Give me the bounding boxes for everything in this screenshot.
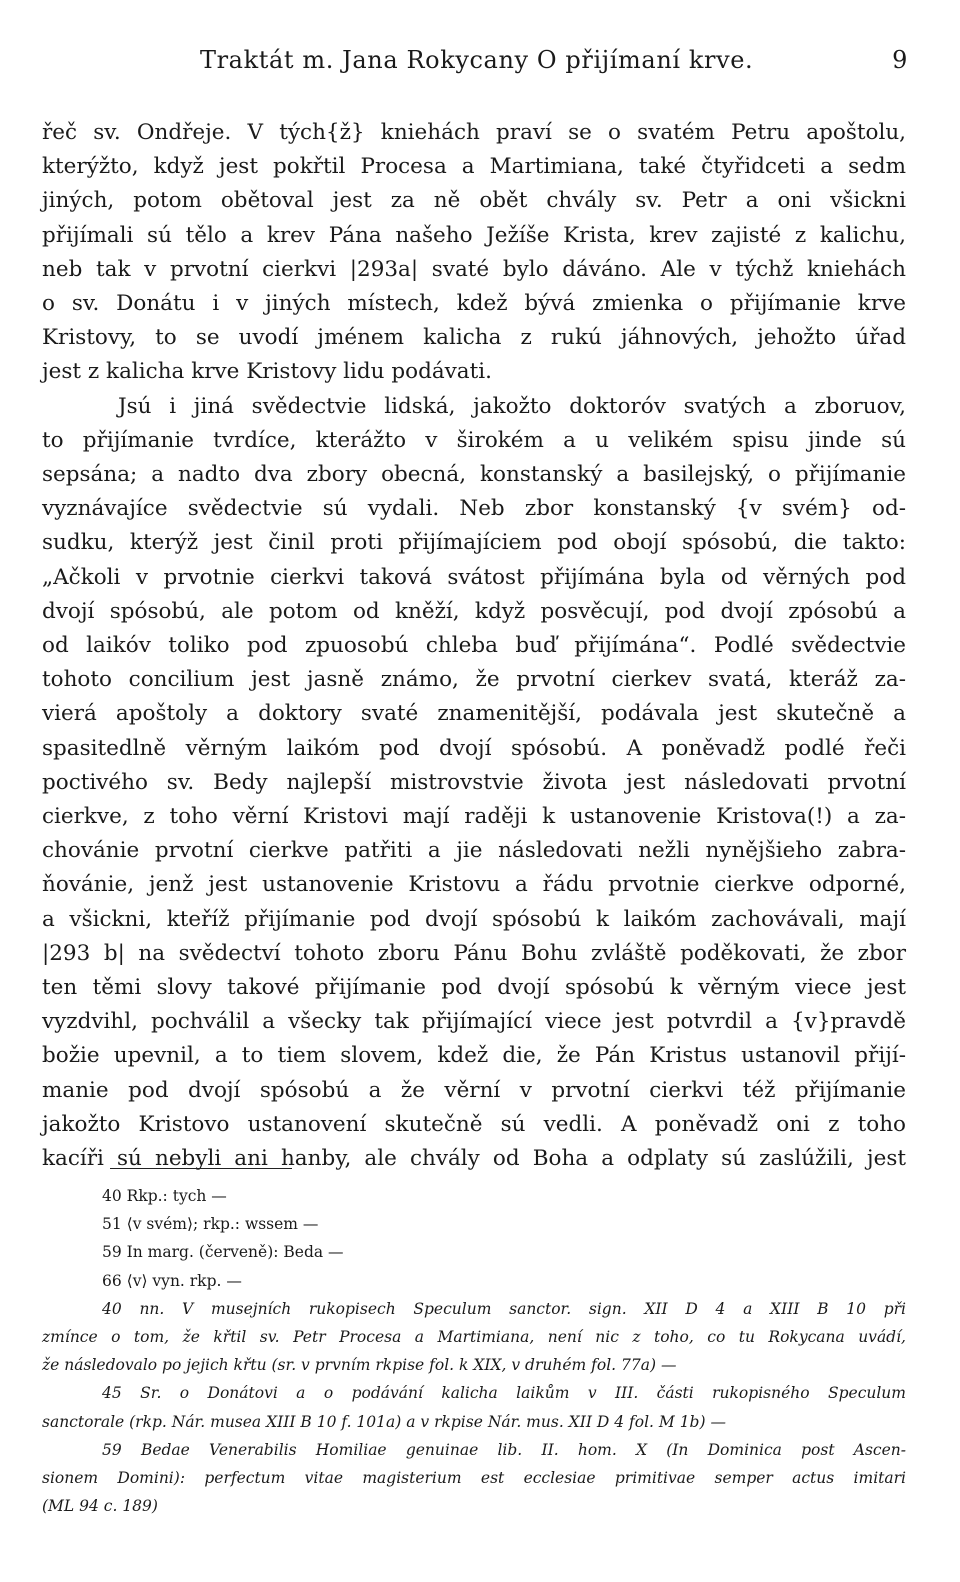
text-line: neb tak v prvotní cierkvi |293a| svaté bylo dáváno. Ale v týchž kniehách: [42, 256, 906, 282]
text-line: jiných, potom obětoval jest za ně obět chvály sv. Petr a oni všickni: [42, 188, 906, 214]
main-text: [42, 116, 906, 1176]
text-line: o sv. Donátu i v jiných místech, kdež bývá zmienka o přijímanie krve: [42, 291, 906, 317]
text-line: vyzdvihl, pochválil a všecky tak přijímající viece jest potvrdil a {v}pravdě: [42, 1009, 906, 1035]
apparatus-note: 51 ⟨v svém⟩; rkp.: wssem —: [102, 1215, 319, 1234]
text-line: |293 b| na svědectví tohoto zboru Pánu Bohu zvláště poděkovati, že zbor: [42, 940, 906, 966]
text-line: a všickni, kteříž přijímanie pod dvojí spósobú k laikóm zachovávali, mají: [42, 906, 906, 932]
running-title: Traktát m. Jana Rokycany O přijímaní krve.: [200, 46, 754, 74]
commentary-note: sionem Domini): perfectum vitae magisterium est ecclesiae primitivae semper actus imitari: [42, 1469, 906, 1488]
commentary-note: zmínce o tom, že křtil sv. Petr Procesa a Martimiana, není nic z toho, co tu Rokycana uvádí,: [42, 1328, 906, 1347]
commentary-note: sanctorale (rkp. Nár. musea XIII B 10 f. 101a) a v rkpise Nár. mus. XII D 4 fol. M 1b) —: [42, 1412, 726, 1431]
text-line: přijímali sú tělo a krev Pána našeho Ježíše Krista, krev zajisté z kalichu,: [42, 222, 906, 248]
commentary-note: 45 Sr. o Donátovi a o podávání kalicha laikům v III. části rukopisného Speculum: [102, 1384, 906, 1403]
text-line: cierkve, z toho věrní Kristovi mají raději k ustanovenie Kristova(!) a za-: [42, 804, 906, 830]
text-line: manie pod dvojí spósobú a že věrní v prvotní cierkvi též přijímanie: [42, 1077, 906, 1103]
text-line: ten těmi slovy takové přijímanie pod dvojí spósobú k věrným viece jest: [42, 975, 906, 1001]
text-line: sudku, kterýž jest činil proti přijímajíciem pod obojí spósobú, die takto:: [42, 530, 906, 556]
apparatus-note: 66 ⟨v⟩ vyn. rkp. —: [102, 1271, 242, 1290]
text-line: tohoto concilium jest jasně známo, že prvotní cierkev svatá, kteráž za-: [42, 667, 906, 693]
text-line: chovánie prvotní cierkve patřiti a jie následovati nežli nynějšieho zabra-: [42, 838, 906, 864]
text-line: jest z kalicha krve Kristovy lidu podávati.: [42, 359, 492, 385]
page-number: 9: [892, 46, 908, 74]
text-line: Jsú i jiná svědectvie lidská, jakožto doktoróv svatých a zboruov,: [118, 393, 906, 419]
text-line: řeč sv. Ondřeje. V tých{ž} kniehách praví se o svatém Petru apoštolu,: [42, 120, 906, 145]
apparatus-note: 59 In marg. (červeně): Beda —: [102, 1243, 344, 1262]
commentary-note: že následovalo po jejich křtu (sr. v prvním rkpise fol. k XIX, v druhém fol. 77a) —: [42, 1356, 677, 1375]
text-line: jakožto Kristovo ustanovení skutečně sú vedli. A poněvadž oni z toho: [42, 1111, 906, 1137]
footnote-divider: [110, 1168, 292, 1169]
text-line: vyznávajíce svědectvie sú vydali. Neb zbor konstanský {v svém} od-: [42, 496, 906, 522]
commentary-note: 40 nn. V musejních rukopisech Speculum sanctor. sign. XII D 4 a XIII B 10 při: [102, 1299, 906, 1318]
text-line: božie upevnil, a to tiem slovem, kdež die, že Pán Kristus ustanovil přijí-: [42, 1043, 906, 1069]
text-line: kacíři sú nebyli ani hanby, ale chvály od Boha a odplaty sú zaslúžili, jest: [42, 1146, 906, 1172]
text-line: to přijímanie tvrdíce, kterážto v širokém a u velikém spisu jinde sú: [42, 427, 906, 453]
footnotes: [42, 1182, 906, 1520]
text-line: ňovánie, jenž jest ustanovenie Kristovu a řádu prvotnie cierkve odporné,: [42, 872, 906, 898]
text-line: Kristovy, to se uvodí jménem kalicha z rukú jáhnových, jehožto úřad: [42, 325, 906, 351]
text-line: „Ačkoli v prvotnie cierkvi taková svátost přijímána byla od věrných pod: [42, 564, 906, 590]
text-line: dvojí spósobú, ale potom od kněží, když posvěcují, pod dvojí zpósobú a: [42, 598, 906, 624]
text-line: spasitedlně věrným laikóm pod dvojí spósobú. A poněvadž podlé řeči: [42, 735, 906, 761]
commentary-note: 59 Bedae Venerabilis Homiliae genuinae lib. II. hom. X (In Dominica post Ascen-: [102, 1440, 906, 1459]
text-line: vierá apoštoly a doktory svaté znamenitější, podávala jest skutečně a: [42, 701, 906, 727]
text-line: kterýžto, když jest pokřtil Procesa a Martimiana, také čtyřidceti a sedm: [42, 154, 906, 180]
running-header: [0, 46, 960, 82]
commentary-note: (ML 94 c. 189): [42, 1497, 158, 1516]
text-line: poctivého sv. Bedy najlepší mistrovstvie života jest následovati prvotní: [42, 769, 906, 795]
apparatus-note: 40 Rkp.: tych —: [102, 1187, 227, 1205]
text-line: sepsána; a nadto dva zbory obecná, konstanský a basilejský, o přijímanie: [42, 462, 906, 488]
text-line: od laikóv toliko pod zpuosobú chleba buď přijímána“. Podlé svědectvie: [42, 633, 906, 659]
